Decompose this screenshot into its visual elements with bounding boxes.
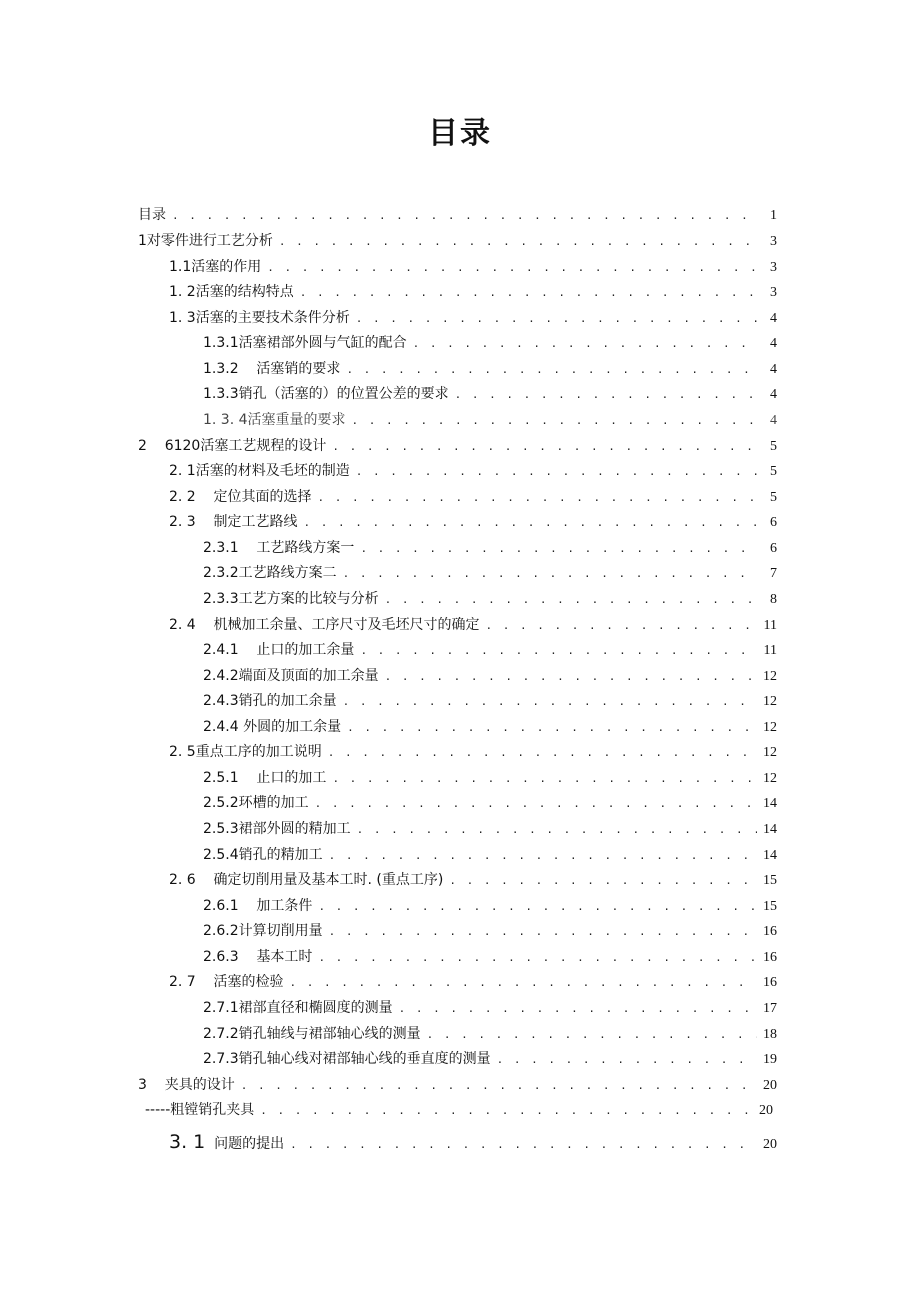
toc-entry-page: 6 xyxy=(770,515,777,530)
toc-entry-label: 1.1活塞的作用 xyxy=(169,259,262,275)
toc-entry-label: 目录 xyxy=(138,207,166,223)
toc-entry-page: 8 xyxy=(770,592,777,607)
dot-leader xyxy=(318,946,757,970)
toc-entry-page: 5 xyxy=(770,464,777,479)
toc-entry-page: 5 xyxy=(770,439,777,454)
dot-leader xyxy=(455,383,759,407)
toc-entry-page: 15 xyxy=(763,899,777,914)
dot-leader xyxy=(329,844,757,868)
toc-entry-page: 3 xyxy=(770,234,777,249)
toc-entry-page: 4 xyxy=(770,413,777,428)
toc-entry-label: 2 6120活塞工艺规程的设计 xyxy=(138,438,327,454)
dot-leader xyxy=(357,818,757,842)
dot-leader xyxy=(385,665,757,689)
toc-entry[interactable] xyxy=(203,894,777,918)
toc-entry-page: 12 xyxy=(763,669,777,684)
toc-entry-page: 16 xyxy=(763,950,777,965)
toc-entry-page: 20 xyxy=(759,1103,773,1118)
toc-entry[interactable] xyxy=(169,306,777,330)
toc-entry-page: 4 xyxy=(770,362,777,377)
dot-leader xyxy=(332,767,757,791)
toc-entry[interactable] xyxy=(203,996,777,1020)
toc-entry[interactable] xyxy=(169,510,777,534)
dot-leader xyxy=(356,307,759,331)
toc-entry-label: 1. 3. 4活塞重量的要求 xyxy=(203,412,346,428)
toc-entry[interactable] xyxy=(169,740,777,764)
toc-entry[interactable] xyxy=(169,255,777,279)
toc-entry-label: 2.4.2端面及顶面的加工余量 xyxy=(203,668,379,684)
toc-entry-label: 2.5.4销孔的精加工 xyxy=(203,847,323,863)
toc-entry-label: 1. 2活塞的结构特点 xyxy=(169,284,294,300)
toc-entry[interactable] xyxy=(169,280,777,304)
toc-entry-label: 1对零件进行工艺分析 xyxy=(138,233,273,249)
toc-entry-page: 15 xyxy=(763,873,777,888)
dot-leader xyxy=(360,639,757,663)
toc-entry-label: 2. 2 定位其面的选择 xyxy=(169,489,312,505)
toc-entry[interactable] xyxy=(203,791,777,815)
toc-entry-label: 2.5.3裙部外圆的精加工 xyxy=(203,821,351,837)
toc-entry-page: 20 xyxy=(763,1137,777,1152)
dot-leader xyxy=(413,332,759,356)
toc-entry-label: 1.3.2 活塞销的要求 xyxy=(203,361,341,377)
dot-leader xyxy=(347,716,757,740)
toc-entry[interactable] xyxy=(203,1047,777,1071)
toc-entry-page: 12 xyxy=(763,771,777,786)
toc-entry-label: 2.6.2计算切削用量 xyxy=(203,923,323,939)
dot-leader xyxy=(315,792,757,816)
toc-entry[interactable] xyxy=(138,434,777,458)
toc-entry[interactable] xyxy=(203,1022,777,1046)
dot-leader xyxy=(172,204,759,228)
toc-entry-text: 问题的提出 xyxy=(214,1136,285,1152)
dot-leader xyxy=(385,588,759,612)
toc-entry-label: -----粗镗销孔夹具 xyxy=(145,1102,255,1118)
toc-entry[interactable] xyxy=(169,1127,777,1157)
toc-entry-label: 2.3.3工艺方案的比较与分析 xyxy=(203,591,379,607)
toc-entry-label: 2.7.1裙部直径和椭圆度的测量 xyxy=(203,1000,393,1016)
toc-entry-label: 2.5.2环槽的加工 xyxy=(203,795,309,811)
toc-entry-label: 2. 7 活塞的检验 xyxy=(169,974,284,990)
toc-entry-label: 2.5.1 止口的加工 xyxy=(203,770,327,786)
toc-entry-label: 2. 4 机械加工余量、工序尺寸及毛坯尺寸的确定 xyxy=(169,617,480,633)
dot-leader xyxy=(329,920,757,944)
toc-entry[interactable] xyxy=(203,664,777,688)
dot-leader xyxy=(497,1048,757,1072)
toc-entry-page: 18 xyxy=(763,1027,777,1042)
toc-entry-page: 12 xyxy=(763,745,777,760)
dot-leader xyxy=(343,562,759,586)
dot-leader xyxy=(486,614,758,638)
toc-entry-page: 6 xyxy=(770,541,777,556)
toc-entry-page: 4 xyxy=(770,336,777,351)
toc-entry-page: 14 xyxy=(763,848,777,863)
toc-entry[interactable] xyxy=(203,382,777,406)
dot-leader xyxy=(352,409,759,433)
toc-entry-page: 16 xyxy=(763,924,777,939)
dot-leader xyxy=(346,358,759,382)
toc-entry-page: 3 xyxy=(770,260,777,275)
toc-entry[interactable] xyxy=(203,536,777,560)
toc-entry-page: 12 xyxy=(763,694,777,709)
toc-entry-label: 3 夹具的设计 xyxy=(138,1077,235,1093)
toc-entry-page: 12 xyxy=(763,720,777,735)
toc-entry[interactable] xyxy=(203,587,777,611)
toc-entry[interactable] xyxy=(138,1073,777,1097)
toc-entry-label: 1.3.3销孔（活塞的）的位置公差的要求 xyxy=(203,386,449,402)
toc-entry[interactable] xyxy=(169,613,777,637)
toc-entry-label: 2. 6 确定切削用量及基本工时. (重点工序) xyxy=(169,872,444,888)
dot-leader xyxy=(290,971,757,995)
toc-entry-page: 3 xyxy=(770,285,777,300)
toc-entry[interactable] xyxy=(203,689,777,713)
dot-leader xyxy=(241,1074,757,1098)
dot-leader xyxy=(260,1099,753,1123)
toc-entry-label: 2.7.2销孔轴线与裙部轴心线的测量 xyxy=(203,1026,421,1042)
toc-entry-label: 2.7.3销孔轴心线对裙部轴心线的垂直度的测量 xyxy=(203,1051,491,1067)
toc-entry[interactable] xyxy=(145,1098,773,1122)
dot-leader xyxy=(332,435,759,459)
toc-entry-page: 11 xyxy=(763,618,777,633)
toc-entry[interactable] xyxy=(138,229,777,253)
dot-leader xyxy=(267,256,759,280)
toc-entry-page: 14 xyxy=(763,822,777,837)
dot-leader xyxy=(304,511,759,535)
toc-entry-page: 5 xyxy=(770,490,777,505)
toc-entry-label: 2. 1活塞的材料及毛坯的制造 xyxy=(169,463,350,479)
toc-entry-page: 17 xyxy=(763,1001,777,1016)
toc-entry-page: 14 xyxy=(763,796,777,811)
toc-entry-number: 3. 1 xyxy=(169,1131,206,1153)
toc-entry[interactable] xyxy=(203,817,777,841)
toc-entry-label: 2.3.1 工艺路线方案一 xyxy=(203,540,355,556)
toc-entry[interactable] xyxy=(203,766,777,790)
page-title: 目录 xyxy=(428,116,492,151)
toc-entry[interactable] xyxy=(203,945,777,969)
toc-entry-label: 1. 3活塞的主要技术条件分析 xyxy=(169,310,350,326)
toc-entry-page: 19 xyxy=(763,1052,777,1067)
toc-entry[interactable] xyxy=(203,638,777,662)
dot-leader xyxy=(300,281,759,305)
dot-leader xyxy=(328,741,757,765)
toc-entry-label: 2.4.4 外圆的加工余量 xyxy=(203,719,342,735)
toc-entry-page: 20 xyxy=(763,1078,777,1093)
toc-entry[interactable] xyxy=(203,919,777,943)
toc-entry[interactable] xyxy=(203,715,777,739)
toc-entry-page: 1 xyxy=(770,208,777,223)
toc-entry[interactable] xyxy=(169,459,777,483)
toc-entry-page: 7 xyxy=(770,566,777,581)
toc-entry-page: 16 xyxy=(763,975,777,990)
dot-leader xyxy=(427,1023,757,1047)
toc-entry[interactable] xyxy=(203,561,777,585)
toc-entry-label: 2.6.1 加工条件 xyxy=(203,898,313,914)
toc-entry-page: 4 xyxy=(770,387,777,402)
dot-leader xyxy=(318,895,757,919)
dot-leader xyxy=(449,869,757,893)
toc-entry[interactable] xyxy=(203,408,777,432)
dot-leader xyxy=(360,537,759,561)
toc-entry-label: 2.6.3 基本工时 xyxy=(203,949,313,965)
toc-entry[interactable] xyxy=(169,970,777,994)
toc-entry[interactable] xyxy=(203,357,777,381)
toc-entry-label xyxy=(169,1127,284,1159)
toc-entry-label: 1.3.1活塞裙部外圆与气缸的配合 xyxy=(203,335,407,351)
toc-entry-label: 2.4.1 止口的加工余量 xyxy=(203,642,355,658)
dot-leader xyxy=(318,486,759,510)
toc-entry[interactable] xyxy=(203,843,777,867)
dot-leader xyxy=(356,460,759,484)
toc-entry[interactable] xyxy=(138,203,777,227)
toc-entry-page: 4 xyxy=(770,311,777,326)
toc-entry-label: 2.3.2工艺路线方案二 xyxy=(203,565,337,581)
dot-leader xyxy=(279,230,759,254)
toc-entry-label: 2.4.3销孔的加工余量 xyxy=(203,693,337,709)
dot-leader xyxy=(290,1130,757,1160)
toc-entry-label: 2. 3 制定工艺路线 xyxy=(169,514,298,530)
dot-leader xyxy=(343,690,757,714)
toc-entry[interactable] xyxy=(169,485,777,509)
toc-entry[interactable] xyxy=(169,868,777,892)
toc-entry-label: 2. 5重点工序的加工说明 xyxy=(169,744,322,760)
toc-entry-page: 11 xyxy=(763,643,777,658)
dot-leader xyxy=(399,997,757,1021)
toc-entry[interactable] xyxy=(203,331,777,355)
